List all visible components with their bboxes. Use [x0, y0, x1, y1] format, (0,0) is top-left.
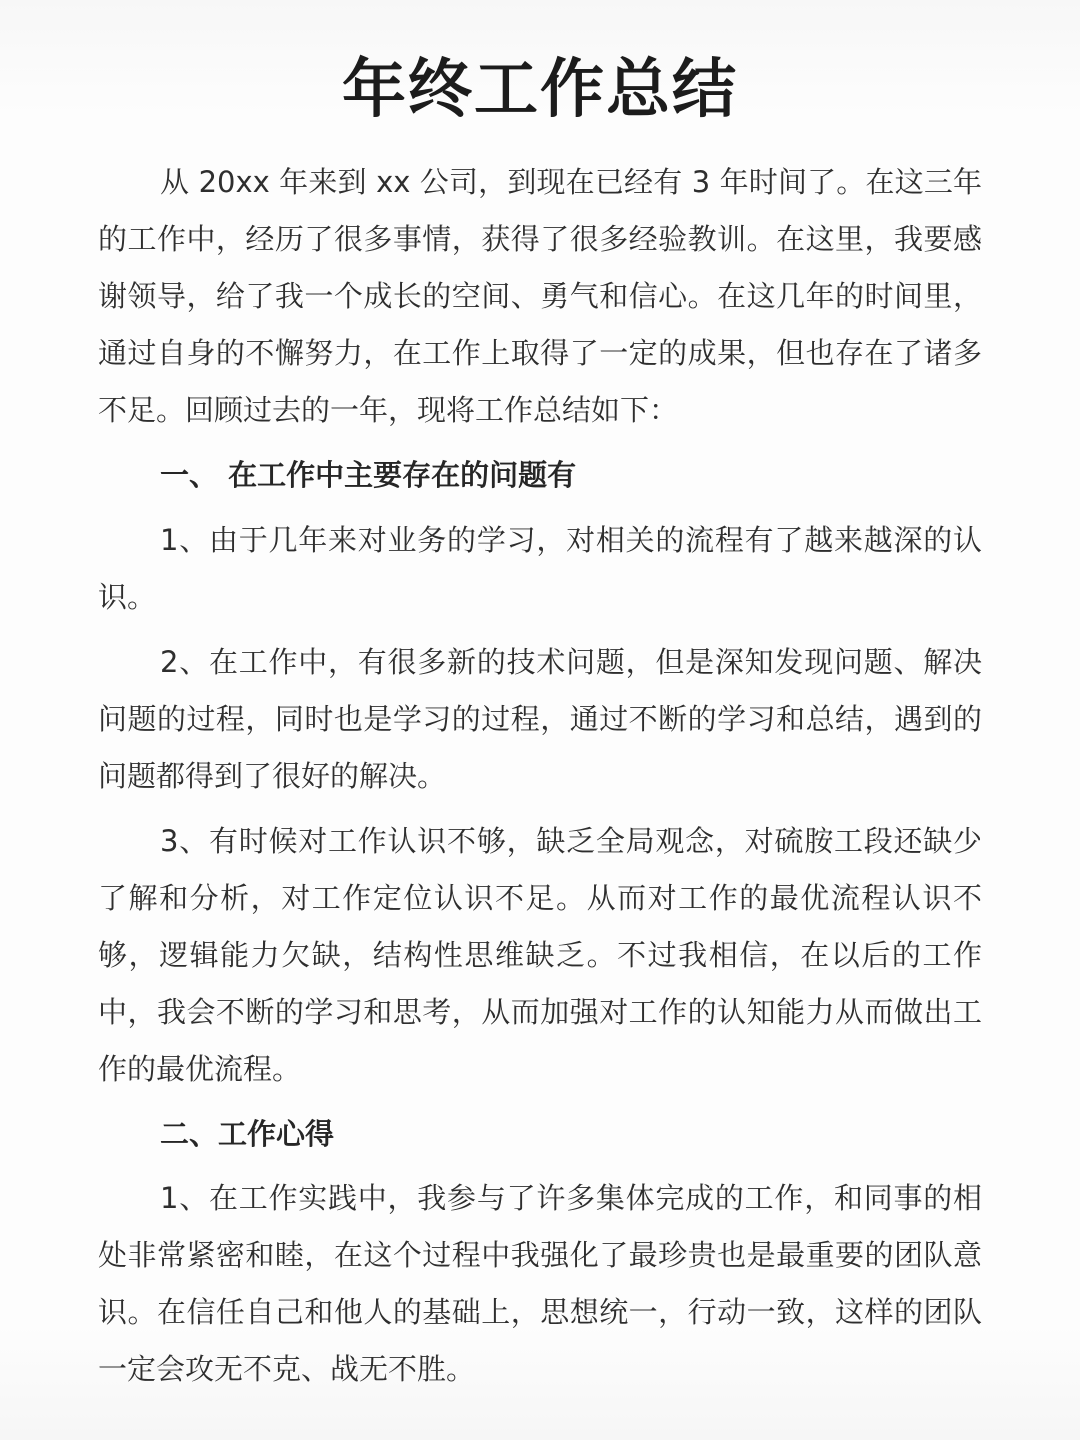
list-item: 1、由于几年来对业务的学习，对相关的流程有了越来越深的认识。 [98, 523, 982, 614]
list-item: 3、有时候对工作认识不够，缺乏全局观念，对硫胺工段还缺少了解和分析，对工作定位认识不足。从而对工作的最优流程认识不够，逻辑能力欠缺，结构性思维缺乏。不过我相信，在以后的工作中，我会不断的学习和思考，从而加强对工作的认知能力从而做出工作的最优流程。 [98, 824, 982, 1086]
section-2-item-1 [98, 1170, 982, 1398]
section-1-item-3 [98, 813, 982, 1098]
section-1 [98, 447, 982, 504]
intro-paragraph: 从 20xx 年来到 xx 公司，到现在已经有 3 年时间了。在这三年的工作中，经历了很多事情，获得了很多经验教训。在这里，我要感谢领导，给了我一个成长的空间、勇气和信心。在这几年的时间里，通过自身的不懈努力，在工作上取得了一定的成果，但也存在了诸多不足。回顾过去的一年，现将工作总结如下： [98, 165, 982, 427]
document-body [98, 154, 982, 439]
section-1-item-2 [98, 634, 982, 805]
list-item: 2、在工作中，有很多新的技术问题，但是深知发现问题、解决问题的过程，同时也是学习的过程，通过不断的学习和总结，遇到的问题都得到了很好的解决。 [98, 645, 982, 793]
section-1-item-1 [98, 512, 982, 626]
section-2-heading: 二、工作心得 [160, 1117, 335, 1151]
list-item: 1、在工作实践中，我参与了许多集体完成的工作，和同事的相处非常紧密和睦，在这个过程中我强化了最珍贵也是最重要的团队意识。在信任自己和他人的基础上，思想统一，行动一致，这样的团队一定会攻无不克、战无不胜。 [98, 1181, 982, 1386]
document-title: 年终工作总结 [342, 53, 738, 127]
section-1-heading: 一、 在工作中主要存在的问题有 [160, 458, 577, 492]
section-2 [98, 1106, 982, 1163]
